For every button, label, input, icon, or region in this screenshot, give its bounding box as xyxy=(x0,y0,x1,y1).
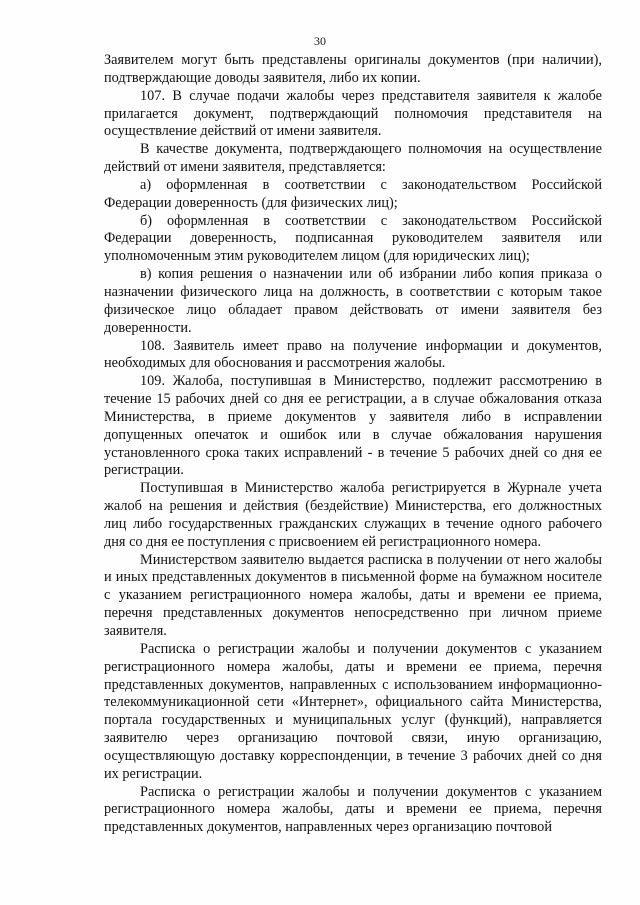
list-item-v: в) копия решения о назначении или об избрании либо копия приказа о назначении физического лица на должность, в соответствии с которым такое физическое лицо обладает правом действовать от имени заявителя без доверенности. xyxy=(104,266,602,336)
paragraph-107: 107. В случае подачи жалобы через представителя заявителя к жалобе прилагается документ, подтверждающий полномочия представителя на осуществление действий от имени заявителя. xyxy=(104,87,602,140)
paragraph-109: 109. Жалоба, поступившая в Министерство, подлежит рассмотрению в течение 15 рабочих дней со дня ее регистрации, а в случае обжалования отказа Министерства, в приеме документов у заявителя либо в исправлении допущенных опечаток и ошибок или в случае обжалования нарушения установленного срока таких исправлений - в течение 5 рабочих дней со дня ее регистрации. xyxy=(104,373,602,479)
list-item-a: а) оформленная в соответствии с законодательством Российской Федерации доверенность (для физических лиц); xyxy=(104,176,602,211)
page-number: 30 xyxy=(314,34,326,48)
paragraph-registration-journal: Поступившая в Министерство жалоба регистрируется в Журнале учета жалоб на решения и действия (бездействие) Министерства, его должностных лиц либо государственных гражданских служащих в течение одного рабочего дня со дня ее поступления с присвоением ей регистрационного номера. xyxy=(104,480,602,550)
list-item-b: б) оформленная в соответствии с законодательством Российской Федерации доверенность, подписанная руководителем заявителя или уполномоченным этим руководителем лицом (для юридических лиц); xyxy=(104,212,602,265)
document-body xyxy=(104,52,602,837)
paragraph-108: 108. Заявитель имеет право на получение информации и документов, необходимых для обоснования и рассмотрения жалобы. xyxy=(104,337,602,372)
paragraph-document-authority: В качестве документа, подтверждающего полномочия на осуществление действий от имени заявителя, представляется: xyxy=(104,141,602,176)
paragraph-receipt-postal: Расписка о регистрации жалобы и получении документов с указанием регистрационного номера жалобы, даты и времени ее приема, перечня представленных документов, направленных через организацию почтовой xyxy=(104,783,602,836)
paragraph-receipt-in-person: Министерством заявителю выдается расписка в получении от него жалобы и иных представленных документов в письменной форме на бумажном носителе с указанием регистрационного номера жалобы, даты и времени ее приема, перечня представленных документов непосредственно при личном приеме заявителя. xyxy=(104,551,602,639)
paragraph-1: Заявителем могут быть представлены оригиналы документов (при наличии), подтверждающие доводы заявителя, либо их копии. xyxy=(104,52,602,86)
paragraph-receipt-internet: Расписка о регистрации жалобы и получении документов с указанием регистрационного номера жалобы, даты и времени ее приема, перечня представленных документов, направленных с использованием информационно-телекоммуникационной сети «Интернет», официального сайта Министерства, портала государственных и муниципальных услуг (функций), направляется заявителю через организацию почтовой связи, иную организацию, осуществляющую доставку корреспонденции, в течение 3 рабочих дней со дня их регистрации. xyxy=(104,640,602,782)
